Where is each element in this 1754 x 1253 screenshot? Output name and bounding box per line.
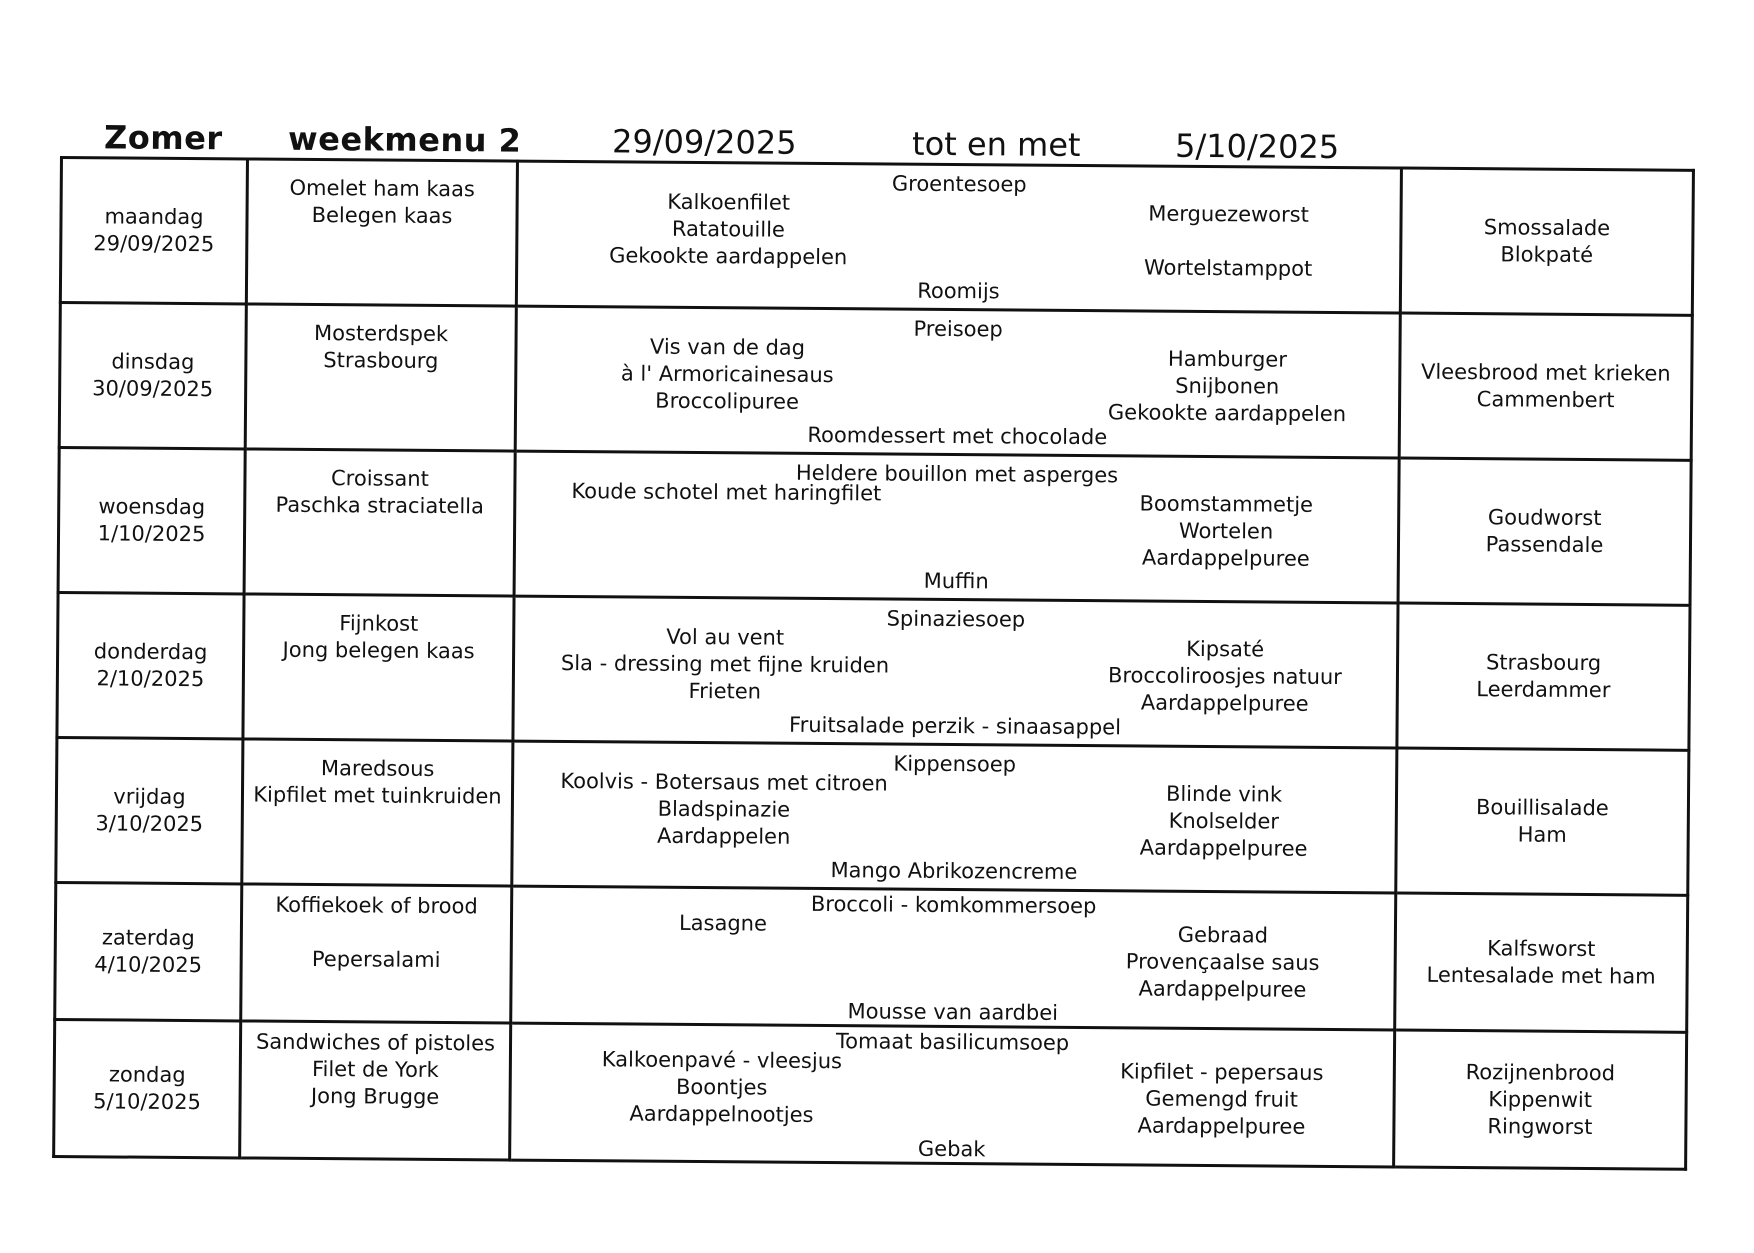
evening-item: Ringworst — [1487, 1113, 1593, 1139]
week-menu-title: weekmenu 2 — [287, 119, 522, 160]
soup: Preisoep — [913, 316, 1003, 342]
main-dish-option-1 — [513, 909, 933, 939]
main-meal-content — [511, 1028, 1393, 1163]
day-cell — [54, 1019, 241, 1157]
main-dish-option-2 — [1076, 490, 1377, 573]
end-date: 5/10/2025 — [1174, 126, 1340, 167]
evening-meal-cell — [1394, 1030, 1687, 1169]
dessert: Muffin — [923, 568, 989, 594]
day-row — [54, 1019, 1687, 1169]
breakfast-item: Filet de York — [311, 1057, 439, 1083]
main-meal-cell — [512, 741, 1397, 893]
evening-meal-cell — [1397, 603, 1690, 750]
evening-item: Leerdammer — [1476, 677, 1611, 703]
breakfast-item: Pepersalami — [311, 947, 441, 973]
dish-item: Lasagne — [678, 910, 768, 936]
season-title: Zomer — [103, 118, 223, 158]
main-meal-content — [514, 605, 1396, 740]
dish-item: Boomstammetje — [1139, 491, 1314, 517]
dish-item: Bladspinazie — [657, 796, 791, 822]
day-date: 4/10/2025 — [94, 952, 203, 978]
breakfast-item: Croissant — [330, 466, 429, 491]
dish-item: Koude schotel met haringfilet — [571, 479, 882, 506]
evening-item: Goudworst — [1487, 505, 1602, 531]
main-dish-option-2 — [1078, 200, 1379, 283]
main-dish-option-2 — [1073, 780, 1374, 863]
menu-table-body — [54, 158, 1694, 1170]
breakfast-cell — [246, 159, 517, 306]
day-name: zondag — [108, 1062, 186, 1088]
main-dish-option-1 — [514, 768, 935, 852]
soup: Heldere bouillon met asperges — [795, 460, 1119, 488]
evening-item: Ham — [1517, 822, 1567, 847]
day-cell — [56, 737, 243, 883]
breakfast-cell — [244, 449, 515, 596]
evening-item: Kippenwit — [1488, 1086, 1593, 1112]
dish-item: Koolvis - Botersaus met citroen — [560, 768, 888, 796]
evening-item: Strasbourg — [1485, 650, 1602, 676]
breakfast-item: Jong Brugge — [310, 1084, 440, 1110]
dish-item: Kalkoenfilet — [667, 189, 791, 215]
evening-meal-cell — [1395, 893, 1688, 1032]
dish-item: Vis van de dag — [649, 334, 806, 360]
dish-item: Snijbonen — [1175, 373, 1280, 399]
week-menu-table — [52, 156, 1695, 1171]
breakfast-cell — [240, 1021, 511, 1160]
soup: Tomaat basilicumsoep — [835, 1029, 1070, 1055]
main-dish-option-2 — [1075, 635, 1376, 718]
breakfast-item: Paschka straciatella — [275, 492, 485, 519]
main-dish-option-2 — [1072, 921, 1373, 1004]
soup: Spinaziesoep — [886, 606, 1026, 632]
dessert: Roomdessert met chocolade — [807, 422, 1108, 450]
breakfast-item: Strasbourg — [323, 348, 439, 373]
day-row — [58, 448, 1691, 606]
dish-item: Blinde vink — [1165, 781, 1283, 807]
dish-item: Kipfilet - pepersaus — [1120, 1059, 1324, 1085]
breakfast-item — [243, 918, 510, 947]
main-meal-content — [516, 460, 1398, 595]
soup: Groentesoep — [891, 171, 1027, 197]
main-dish-option-1 — [518, 188, 939, 272]
main-dish-option-2 — [1071, 1058, 1372, 1141]
day-name: dinsdag — [111, 349, 195, 375]
dish-item: Wortelen — [1178, 518, 1274, 544]
dish-item: Knolselder — [1168, 808, 1280, 834]
date-range-connector: tot en met — [911, 124, 1081, 165]
main-meal-content — [518, 170, 1400, 305]
dish-item: Sla - dressing met fijne kruiden — [560, 650, 890, 678]
breakfast-item: Belegen kaas — [311, 202, 453, 229]
main-dish-option-2 — [1077, 345, 1378, 428]
dish-item: Hamburger — [1167, 346, 1287, 372]
dessert: Roomijs — [917, 278, 1000, 304]
soup: Broccoli - komkommersoep — [810, 891, 1097, 919]
dish-item: Kalkoenpavé - vleesjus — [601, 1047, 843, 1074]
evening-meal-cell — [1399, 313, 1692, 460]
day-date: 30/09/2025 — [92, 376, 214, 402]
day-name: donderdag — [93, 639, 208, 665]
day-row — [59, 303, 1692, 461]
dish-item: Provençaalse saus — [1125, 949, 1320, 975]
dish-item: Merguezeworst — [1148, 201, 1309, 227]
dish-item: Aardappelpuree — [1141, 545, 1310, 571]
main-dish-option-1 — [515, 623, 936, 707]
main-dish-option-1 — [516, 478, 936, 508]
evening-item: Passendale — [1485, 532, 1604, 558]
dish-item: Aardappelpuree — [1139, 835, 1308, 861]
day-cell — [58, 448, 245, 594]
breakfast-cell — [245, 304, 516, 451]
dish-item: Frieten — [688, 678, 762, 704]
main-dish-option-1 — [511, 1046, 932, 1130]
dish-item: Aardappelnootjes — [629, 1101, 814, 1127]
dish-item: Gekookte aardappelen — [1107, 400, 1347, 427]
dish-item: Broccoliroosjes natuur — [1107, 663, 1342, 690]
dessert: Fruitsalade perzik - sinaasappel — [789, 712, 1122, 740]
evening-item: Vleesbrood met krieken — [1420, 359, 1671, 386]
main-meal-cell — [516, 161, 1401, 313]
day-row — [55, 882, 1688, 1032]
breakfast-item: Fijnkost — [339, 611, 419, 636]
breakfast-cell — [243, 594, 514, 741]
evening-item: Rozijnenbrood — [1465, 1059, 1616, 1085]
day-cell — [55, 882, 242, 1020]
evening-meal-cell — [1400, 168, 1693, 315]
breakfast-item: Koffiekoek of brood — [275, 892, 478, 919]
dessert: Gebak — [917, 1136, 986, 1162]
day-cell — [57, 592, 244, 738]
main-meal-content — [513, 750, 1395, 885]
main-meal-cell — [511, 886, 1396, 1030]
dish-item: Ratatouille — [671, 216, 785, 242]
breakfast-cell — [242, 739, 513, 886]
evening-item: Bouillisalade — [1475, 795, 1609, 821]
breakfast-cell — [241, 884, 512, 1023]
dish-item — [1078, 227, 1378, 256]
evening-item: Lentesalade met ham — [1426, 962, 1656, 989]
dish-item: à l' Armoricainesaus — [620, 361, 834, 388]
dish-item: Broccolipuree — [655, 388, 800, 414]
day-cell — [60, 158, 247, 304]
breakfast-item: Sandwiches of pistoles — [255, 1029, 496, 1056]
day-cell — [59, 303, 246, 449]
dish-item: Vol au vent — [666, 624, 785, 650]
evening-item: Smossalade — [1483, 215, 1611, 241]
day-date: 29/09/2025 — [93, 231, 215, 257]
dish-item: Wortelstamppot — [1143, 255, 1313, 281]
main-meal-cell — [513, 596, 1398, 748]
breakfast-item: Kipfilet met tuinkruiden — [253, 782, 502, 809]
main-meal-cell — [514, 451, 1399, 603]
breakfast-item: Maredsous — [320, 756, 435, 781]
main-dish-option-1 — [517, 333, 938, 417]
evening-item: Kalfsworst — [1487, 936, 1596, 962]
breakfast-item: Jong belegen kaas — [282, 637, 475, 664]
dish-item: Aardappelpuree — [1137, 1113, 1306, 1139]
day-name: zaterdag — [101, 925, 195, 951]
breakfast-item: Mosterdspek — [314, 321, 449, 347]
evening-item: Blokpaté — [1500, 242, 1594, 268]
dish-item: Aardappelpuree — [1138, 976, 1307, 1002]
dish-item: Aardappelpuree — [1140, 690, 1309, 716]
dessert: Mango Abrikozencreme — [830, 858, 1078, 885]
day-date: 5/10/2025 — [93, 1089, 202, 1115]
main-meal-cell — [515, 306, 1400, 458]
breakfast-item: Omelet ham kaas — [289, 175, 476, 202]
day-name: woensdag — [98, 494, 206, 520]
day-date: 2/10/2025 — [96, 666, 205, 692]
dish-item: Aardappelen — [656, 823, 791, 849]
start-date: 29/09/2025 — [611, 122, 797, 162]
evening-meal-cell — [1398, 458, 1691, 605]
day-name: vrijdag — [113, 784, 186, 810]
day-row — [56, 737, 1689, 895]
evening-item: Cammenbert — [1476, 387, 1615, 413]
dish-item: Gekookte aardappelen — [609, 243, 848, 270]
evening-meal-cell — [1396, 748, 1689, 895]
soup: Kippensoep — [893, 751, 1017, 777]
dish-item: Gebraad — [1177, 922, 1269, 948]
day-date: 3/10/2025 — [95, 811, 204, 837]
dish-item: Boontjes — [675, 1074, 768, 1100]
dish-item: Kipsaté — [1186, 636, 1265, 662]
day-date: 1/10/2025 — [97, 521, 206, 547]
day-row — [57, 592, 1690, 750]
main-meal-content — [512, 891, 1394, 1026]
dessert: Mousse van aardbei — [847, 999, 1059, 1025]
day-name: maandag — [104, 204, 204, 230]
main-meal-cell — [510, 1023, 1395, 1167]
dish-item: Gemengd fruit — [1145, 1086, 1299, 1112]
day-row — [60, 158, 1693, 316]
main-meal-content — [517, 315, 1399, 450]
